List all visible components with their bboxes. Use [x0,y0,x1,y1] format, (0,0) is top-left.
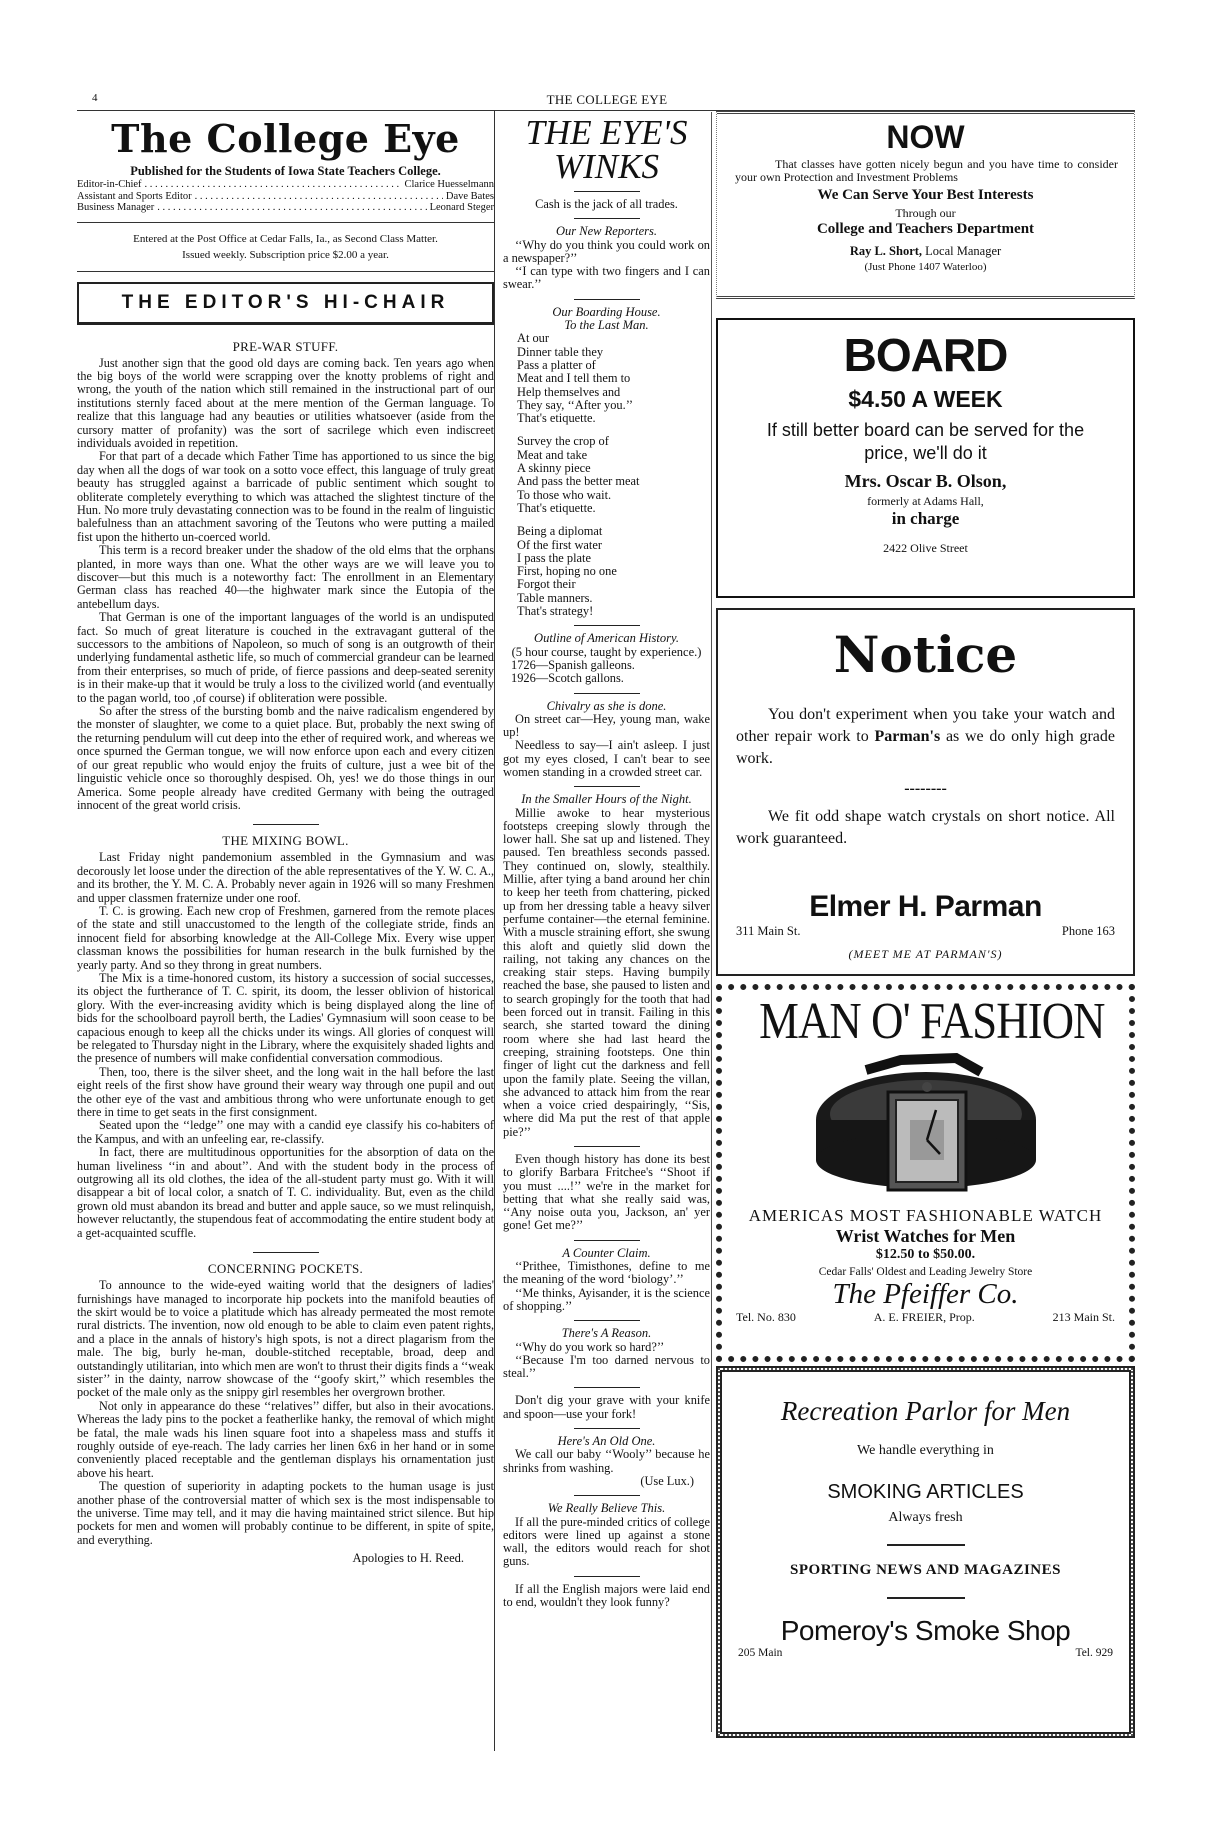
divider [574,191,640,192]
staff-role: Assistant and Sports Editor [77,190,192,202]
staff-name: Leonard Steger [429,202,494,213]
poem-line: Being a diplomat [517,524,603,539]
editorial-articles [77,339,494,1567]
ad-phone: (Just Phone 1407 Waterloo) [864,261,987,273]
ad-board [716,318,1135,598]
ad-pomeroys-smoke-shop [716,1366,1135,1738]
divider [574,218,640,219]
ad-text-part: You don't experiment when you take your watch and other repair work to [736,706,1115,745]
ad-shop: Pomeroy's Smoke Shop [780,1615,1071,1646]
manager-title: Local Manager [925,244,1002,258]
wink-item [503,632,710,685]
editorial-article [77,833,494,1240]
article-paragraph: That German is one of the important languages of the world is an undisputed fact. So much of great literature is couched in the extravagant gutteral of the successors to the ambitions of Napoleon, so much of song is an outgrowth of their underlying fundamental asthetic life, so much of commercial grandeur can be learned from their enterprises, so much of pride, of fierce passions and deep-seated serenity is in their make-up that it would be truly a loss to the civilized world (and eventually to the pagan world, too ,of course) if obliteration were possible. [77,610,494,705]
divider [887,1597,965,1599]
staff-list [77,179,494,214]
wink-paragraph: ‘‘Me thinks, Ayisander, it is the science of shopping.’’ [503,1285,710,1313]
ad-phone: Phone 163 [1061,924,1115,938]
wink-paragraph: Even though history has done its best to glorify Barbara Fritchee's ‘‘Shoot if you must ....!’’ we're in the market for betting that what she really said was, ‘‘Any noise outa you, Jackson, an' yer gone! Get me?’’ [503,1152,710,1233]
poem-stanza [503,332,710,425]
staff-row [77,179,494,191]
wink-item [503,700,710,780]
divider [77,271,494,272]
winks-title-line: WINKS [554,147,659,186]
article-paragraph: So after the stress of the bursting bomb and the naive radicalism engendered by the monster of slaughter, we come to a quiet place. But, probably the next swing of the returning pendulum will cut deep into the ether of required work, and whereas we once spurned the German tongue, we will now enforce upon each and every citizen of our great republic who would enjoy the fruits of culture, just a wee bit of the linguistic vehicle once so thoroughly despised. Oh, yes! we do those things in our America. Some people already have credited Germany with being the outraged innocent of the great world crisis. [77,704,494,812]
ad-contact [736,1647,1115,1659]
column-rule [711,112,712,1732]
wink-item [503,1583,710,1610]
article-paragraph: In fact, there are multitudinous opportunities for the absorption of data on the human liveliness ‘‘in and about’’. And with the student body in the process of outgrowing all its old clothes, the idea of the all-student party must go. With it will disappear a bit of local color, a snatch of T. C. individuality. But, even as the child grown old must abandon its bread and butter and apple sauce, so we must relinquish, however reluctantly, the stupendous feat of accommodating the entire student body at a get-acquainted scuffle. [77,1145,494,1240]
wink-item [503,225,710,291]
poem-line: Forgot their [517,577,576,592]
ad-in-charge: in charge [891,509,960,528]
wink-item [503,1327,710,1380]
poem-line: Dinner table they [517,344,604,359]
ad-phone: Tel. No. 830 [736,1310,796,1324]
ad-text: That classes have gotten nicely begun and you have time to consider your own Protection and Investment Problems [735,157,1118,184]
poem-line: Of the first water [517,537,602,552]
article-title: PRE-WAR STUFF. [232,338,339,354]
wink-subtitle: (5 hour course, taught by experience.) [511,644,702,659]
ad-department: College and Teachers Department [816,221,1035,237]
wink-item [503,1394,710,1421]
poem-line: I pass the plate [517,550,591,565]
ad-store-desc: Cedar Falls' Oldest and Leading Jewelry Store [818,1266,1033,1278]
ad-price: $12.50 to $50.00. [875,1247,976,1262]
staff-role: Editor-in-Chief [77,179,142,190]
ad-phone: Tel. 929 [1075,1647,1113,1659]
wink-title: Our Boarding House. [552,304,661,319]
article-paragraph: Last Friday night pandemonium assembled in the Gymnasium and was decorously let loose under the direction of the able representatives of the Y. W. C. A., and its brother, the Y. M. C. A. Probably never again in 1926 will so many Freshmen and upper classmen fraternize under one roof. [77,850,494,905]
editorial-banner: THE EDITOR'S HI-CHAIR [77,282,494,325]
wink-item [503,1153,710,1233]
article-paragraph: Then, too, there is the silver sheet, and the long wait in the hall before the last eight reels of the first show have ground their weary way through one pupil and out the other eye of the vast and ambitious throng who were unfortunate enough to get there in time to get seats in the first consignment. [77,1064,494,1120]
divider [253,1252,319,1253]
wink-item [503,198,710,211]
article-paragraph: Not only in appearance do these ‘‘relatives’’ differ, but also in their avocations. Whereas the lady pins to the pocket a featherlike hanky, the removal of which might be fatal, the male wads his linen square foot into a shapeless mass and stuffs it roughly outside of eye-reach. The lady carries her linen 6x6 in her hand or in some conveniently placed receptable and the gentleman displays his ornamentation just above his heart. [77,1398,494,1480]
wrist-watch-illustration [806,1050,1046,1200]
ad-sporting: SPORTING NEWS AND MAGAZINES [790,1562,1061,1578]
poem-line: Help themselves and [517,384,621,399]
ad-headline: BOARD [843,329,1008,381]
ad-text: We fit odd shape watch crystals on short notice. All work guaranteed. [736,808,1115,847]
wink-subtitle: To the Last Man. [564,318,649,333]
wink-line: 1726—Spanish galleons. [511,657,635,672]
wink-paragraph: On street car—Hey, young man, wake up! [503,711,710,740]
wink-title: Chivalry as she is done. [546,698,667,713]
wink-paragraph: If all the English majors were laid end to end, wouldn't they look funny? [503,1581,710,1610]
poem-line: A skinny piece [517,461,591,476]
staff-name: Dave Bates [445,190,494,202]
ad-headline: MAN O' FASHION [759,993,1105,1050]
winks-title [503,113,710,186]
article-paragraph: The Mix is a time-honored custom, its history a succession of social successes, its object the furtherance of T. C. spirit, its doom, the lesser oblivion of historical glory. With the ever-increasing avidity which is being displayed along the line of bids for the schoolboard payroll berth, the Ladies' Gymnasium will soon cease to be capacious enough to keep all the chicks under its wings. All glories of conquest will be relegated to Thursday night in the Library, where the exquisitely shaded lights and the presence of numbers will make confidential conversation commodious. [77,970,494,1066]
poem-line: Meat and I tell them to [517,371,631,386]
wink-paragraph: Millie awoke to hear mysterious footsteps creeping slowly through the lower hall. She sat up and listened. They paused. Ten breathless seconds passed. They continued on, slowly, stealthily. Millie, after tying a band around her chin to keep her teeth from chattering, picked up from her dressing table a heavy silver perfume container—the eternal feminine. With a muscle straining effort, she swung this aloft and quietly slid down the railing, not taking any chances on the creaking stair steps. Having bumpily reached the base, she paused to listen and to search gropingly for the tooth that had been forced out in transit. Failing in this search, she started toward the dining room where she had last heard the creeping, straining footsteps. One thin finger of light cut the darkness and fell upon the family plate. Seeing the villan, she advanced to attack him from the rear when a voice cried despairingly, ‘‘Sis, where did Ma put the rest of that apple pie?’’ [503,805,710,1139]
ad-name: Mrs. Oscar B. Olson, [844,471,1007,491]
poem-line: Survey the crop of [517,434,609,449]
poem-stanza [503,525,710,618]
ad-text: We handle everything in [857,1443,994,1458]
ad-formerly: formerly at Adams Hall, [867,494,984,508]
poem-line: That's etiquette. [517,411,596,426]
wink-title: There's A Reason. [561,1326,652,1341]
wink-paragraph: ‘‘Why do you work so hard?’’ [515,1339,665,1354]
wink-item [503,1502,710,1568]
article-paragraph: Seated upon the ‘‘ledge’’ one may with a candid eye classify his co-habiters of the Kampus, and with an unfeeling ear, re-classify. [77,1118,494,1146]
poem-line: They say, ‘‘After you.’’ [517,397,634,412]
wink-title: Here's An Old One. [557,1434,656,1449]
ad-man-o-fashion [716,984,1135,1362]
ad-price: $4.50 A WEEK [848,386,1003,412]
poem-line: Meat and take [517,447,588,462]
ad-headline: NOW [886,119,965,155]
subscription-notice: Issued weekly. Subscription price $2.00 a year. [182,248,389,261]
article-paragraph: Just another sign that the good old days are coming back. Ten years ago when the big boys of the world were scrapping over the knotty problems of right and wrong, the youth of the nation which still remained in the instructional part of our institutions sternly faced about at the mere mention of the German language. To realize that this language had any beauties or utilities whatsoever (aside from the cursory matter of profanity) was the sort of sacrilege which even indiscreet individuals avoided in repetition. [77,355,494,450]
wink-item [503,793,710,1139]
ad-manager [717,244,1134,259]
divider [574,1146,640,1147]
article-title: THE MIXING BOWL. [222,833,349,849]
divider [574,625,640,626]
divider [574,693,640,694]
ad-notice-parman [716,608,1135,976]
divider [253,824,319,825]
poem-line: Pass a platter of [517,357,596,372]
wink-paragraph: Needless to say—I ain't asleep. I just got my eyes closed, I can't bear to see women standing in a crowded street car. [503,738,710,779]
ad-address: 205 Main [738,1647,783,1659]
wink-paragraph: ‘‘Why do you think you could work on a newspaper?’’ [503,237,710,265]
ad-divider: -------- [904,780,947,797]
staff-name: Clarice Huesselmann [404,179,494,190]
wink-paragraph: If all the pure-minded critics of college editors were lined up against a stone wall, the editors would reach for shot guns. [503,1514,710,1569]
ad-serve: We Can Serve Your Best Interests [817,187,1034,203]
wink-title: Our New Reporters. [555,224,658,239]
poem-line: That's etiquette. [517,500,596,515]
divider [574,786,640,787]
ad-product: Wrist Watches for Men [835,1226,1016,1246]
staff-row [77,202,494,214]
winks-column [503,112,710,1609]
wink-paragraph: ‘‘Prithee, Timisthones, define to me the meaning of the word ‘biology’.’’ [503,1259,710,1287]
winks-items [503,191,710,1609]
ad-tagline: AMERICAS MOST FASHIONABLE WATCH [748,1206,1103,1225]
poem-line: That's strategy! [517,604,594,619]
ad-slogan: (MEET ME AT PARMAN'S) [848,947,1003,961]
masthead-published: Published for the Students of Iowa State Teachers College. [130,164,441,178]
ad-proprietor: A. E. FREIER, Prop. [873,1310,975,1324]
poem-line: And pass the better meat [517,474,640,489]
wink-item [503,306,710,619]
divider [77,222,494,223]
ad-name: Elmer H. Parman [809,890,1042,923]
staff-role: Business Manager [77,202,155,213]
wink-item [503,1247,710,1313]
wink-item [503,1435,710,1488]
ad-headline: Notice [833,625,1018,684]
poem-stanza [503,435,710,515]
ad-text-bold: Parman's [874,728,941,745]
ad-text [736,704,1115,770]
ad-text-part: as we do only high grade work. [736,728,1116,767]
editorial-article [77,1261,494,1566]
ad-headline: Recreation Parlor for Men [780,1396,1071,1426]
article-title: CONCERNING POCKETS. [207,1261,364,1277]
poem-line: Table manners. [517,590,593,605]
wink-title: We Really Believe This. [547,1501,666,1516]
running-head: THE COLLEGE EYE [546,92,668,107]
wink-paragraph: ‘‘Because I'm too darned nervous to steal.’’ [503,1352,710,1381]
ad-fresh: Always fresh [888,1510,963,1525]
entered-notice: Entered at the Post Office at Cedar Falls, Ia., as Second Class Matter. [133,232,438,245]
editorial-article [77,339,494,813]
wink-title: Outline of American History. [534,631,679,646]
wink-paragraph: Cash is the jack of all trades. [535,197,678,211]
winks-title-line: THE EYE'S [525,113,688,152]
ad-smoking: SMOKING ARTICLES [827,1481,1024,1503]
editorial-column [77,111,495,1751]
ad-through: Through our [895,206,956,220]
poem-line: To those who wait. [517,487,612,502]
ad-contact [736,924,1115,939]
wink-paragraph: We call our baby ‘‘Wooly’’ because he shrinks from washing. [503,1447,710,1475]
article-paragraph: The question of superiority in adapting pockets to the human usage is just another phase of the controversial matter of which sex is the most indispensable to the universe. Time may tell, and it may die having maintained strict silence. But hip pockets for men and women will probably continue to be different, in spite of spite, and everything. [77,1479,494,1547]
article-paragraph: T. C. is growing. Each new crop of Freshmen, garnered from the remote places of the state and still unaccustomed to the length of the collegiate stride, finds an innocent field for absorbing knowledge at the All-College Mix. Every wise upper classman knows the possibilities for human research in the bulk furnished by the yearly party. And so they throng in great numbers. [77,903,494,972]
wink-title: In the Smaller Hours of the Night. [521,792,692,807]
divider [574,299,640,300]
article-paragraph: For that part of a decade which Father Time has apportioned to us since the big day when all the dogs of war took on a sotto voce effect, this language of truly great beauty has struggled against a barricade of public sentiment which sought to obliterate completely everything to which was attached the slightest tincture of the Hun. No more truly devastating connection was to be found in the realm of linguistic balefulness than an attachment savoring of the Teutons who were putting a mailed fist upon the hitherto un-coerced world. [77,449,494,544]
ad-address: 311 Main St. [736,924,801,938]
divider [574,1576,640,1577]
manager-name: Ray L. Short, [849,244,923,258]
ad-address: 2422 Olive Street [883,541,968,555]
divider [574,1320,640,1321]
article-signoff: Apologies to H. Reed. [352,1551,464,1566]
divider [887,1544,965,1546]
poem-line: First, hoping no one [517,564,617,579]
wink-aside: (Use Lux.) [640,1473,694,1488]
ad-contact [732,1310,1119,1325]
wink-paragraph: ‘‘I can type with two fingers and I can swear.’’ [503,264,710,292]
ad-company: The Pfeiffer Co. [832,1278,1019,1310]
ad-address: 213 Main St. [1052,1310,1115,1324]
wink-title: A Counter Claim. [562,1245,651,1260]
masthead-title: The College Eye [111,116,460,161]
article-paragraph: To announce to the wide-eyed waiting world that the designers of ladies' furnishings have managed to incorporate hip pockets into the manifold beauties of the skirt would be to voice a platitude which has already permeated the most remote rural districts. The invention, now old enough to be able to claim even patent rights, and a place in the annals of history's high spots, is not a direct plagarism from the male. The big, burly he-man, double-stitched receptable, broad, deep and outstandingly utilitarian, into which men are won't to thrust their digits finds a ‘‘weak sister’’ in the dainty, narrow showcase of the ‘‘goofy skirt,’’ which resembles the pocket of the male only as the snippy girl resembles her overgrown brother. [77,1278,494,1400]
divider [574,1240,640,1241]
divider [574,1428,640,1429]
poem-line: At our [517,331,550,346]
article-paragraph: This term is a record breaker under the shadow of the old elms that the orphans planted, in more ways than one. What the other ways are we will leave you to discover—but this much is a noteworthy fact: The enrollment in an Elementary German class has reached 40—the highwater mark since the Eutopia of the antebellum days. [77,543,494,611]
staff-row [77,191,494,203]
ad-text: If still better board can be served for the price, we'll do it [766,420,1085,463]
wink-paragraph: Don't dig your grave with your knife and spoon—use your fork! [503,1393,710,1421]
page-number: 4 [92,92,98,104]
wink-line: 1926—Scotch gallons. [511,671,624,686]
divider [574,1387,640,1388]
ad-insurance-now [716,111,1135,299]
divider [574,1495,640,1496]
